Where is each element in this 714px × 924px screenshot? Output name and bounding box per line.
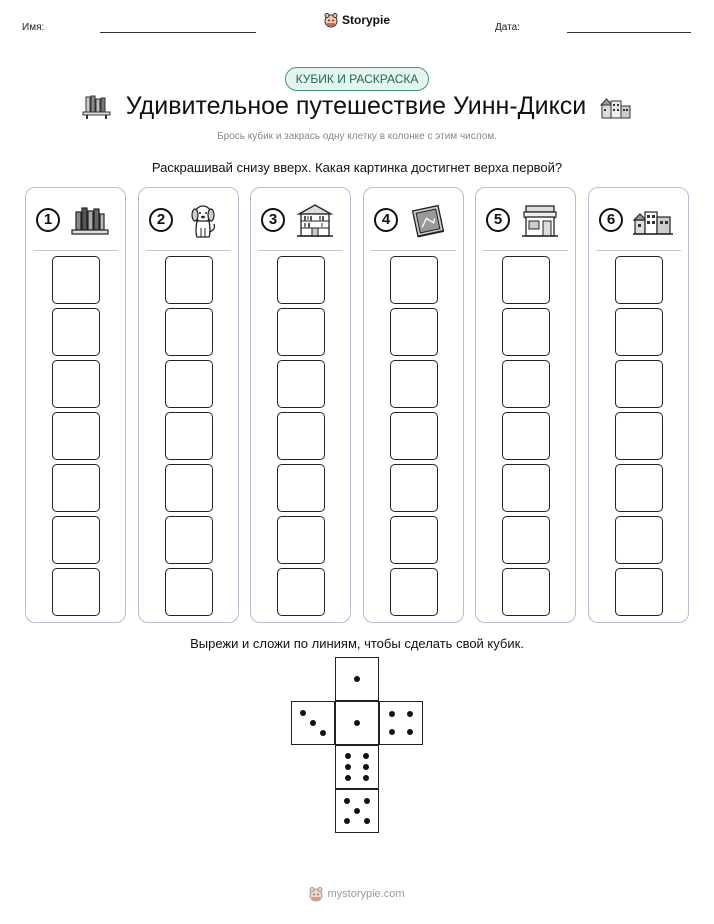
- column-number: 4: [374, 208, 398, 232]
- color-cell[interactable]: [502, 568, 550, 616]
- column-1: [25, 187, 126, 623]
- color-cell[interactable]: [165, 256, 213, 304]
- coloring-instruction: Раскрашивай снизу вверх. Какая картинка достигнет верха первой?: [151, 160, 563, 175]
- footer: [0, 886, 714, 907]
- color-cell[interactable]: [277, 412, 325, 460]
- color-cell[interactable]: [277, 464, 325, 512]
- color-cell[interactable]: [165, 360, 213, 408]
- page-title: Удивительное путешествие Уинн-Дикси: [125, 92, 587, 120]
- book-icon: [408, 202, 448, 240]
- color-cell[interactable]: [52, 256, 100, 304]
- column-4: [363, 187, 464, 623]
- column-number: 2: [149, 208, 173, 232]
- storypie-mascot-icon: [309, 886, 323, 902]
- color-cell[interactable]: [52, 308, 100, 356]
- color-cell[interactable]: [277, 308, 325, 356]
- color-cell[interactable]: [502, 464, 550, 512]
- subtitle: Брось кубик и закрась одну клетку в колонке с этим числом.: [217, 131, 497, 142]
- name-label: Имя:: [22, 22, 45, 33]
- die-face-1-center: [335, 701, 379, 745]
- die-face-5: [335, 789, 379, 833]
- color-cell[interactable]: [277, 256, 325, 304]
- color-cell[interactable]: [615, 464, 663, 512]
- town-houses-icon: [633, 202, 673, 240]
- color-cell[interactable]: [615, 412, 663, 460]
- color-cell[interactable]: [615, 568, 663, 616]
- color-cell[interactable]: [502, 256, 550, 304]
- color-cell[interactable]: [502, 412, 550, 460]
- brand-logo: [0, 12, 714, 33]
- color-cell[interactable]: [390, 516, 438, 564]
- storypie-mascot-icon: [324, 12, 338, 28]
- color-cell[interactable]: [52, 568, 100, 616]
- color-cell[interactable]: [52, 360, 100, 408]
- color-cell[interactable]: [165, 308, 213, 356]
- color-cell[interactable]: [165, 412, 213, 460]
- cut-instruction: Вырежи и сложи по линиям, чтобы сделать свой кубик.: [190, 636, 524, 651]
- color-cell[interactable]: [390, 308, 438, 356]
- color-cell[interactable]: [165, 568, 213, 616]
- die-face-6: [335, 745, 379, 789]
- town-decor-icon: [600, 95, 632, 119]
- library-building-icon: [295, 202, 335, 240]
- column-number: 5: [486, 208, 510, 232]
- activity-badge: КУБИК И РАСКРАСКА: [285, 67, 430, 91]
- color-cell[interactable]: [615, 516, 663, 564]
- column-3: [250, 187, 351, 623]
- store-front-icon: [520, 202, 560, 240]
- color-cell[interactable]: [615, 308, 663, 356]
- die-face-3: [291, 701, 335, 745]
- die-face-4: [379, 701, 423, 745]
- footer-url[interactable]: mystorypie.com: [327, 888, 405, 900]
- color-cell[interactable]: [390, 360, 438, 408]
- color-cell[interactable]: [615, 360, 663, 408]
- color-cell[interactable]: [615, 256, 663, 304]
- color-cell[interactable]: [52, 412, 100, 460]
- dog-icon: [183, 202, 223, 240]
- color-cell[interactable]: [390, 256, 438, 304]
- die-face-1: [335, 657, 379, 701]
- color-cell[interactable]: [277, 568, 325, 616]
- column-6: [588, 187, 689, 623]
- color-cell[interactable]: [390, 412, 438, 460]
- color-cell[interactable]: [52, 516, 100, 564]
- color-cell[interactable]: [502, 516, 550, 564]
- column-number: 3: [261, 208, 285, 232]
- color-cell[interactable]: [390, 464, 438, 512]
- color-cell[interactable]: [52, 464, 100, 512]
- date-label: Дата:: [495, 22, 520, 33]
- column-number: 6: [599, 208, 623, 232]
- color-cell[interactable]: [165, 464, 213, 512]
- color-cell[interactable]: [165, 516, 213, 564]
- column-2: [138, 187, 239, 623]
- color-cell[interactable]: [390, 568, 438, 616]
- color-cell[interactable]: [502, 360, 550, 408]
- brand-name: Storypie: [341, 13, 390, 27]
- column-number: 1: [36, 208, 60, 232]
- color-cell[interactable]: [502, 308, 550, 356]
- color-cell[interactable]: [277, 360, 325, 408]
- books-on-shelf-icon: [70, 202, 110, 240]
- column-5: [475, 187, 576, 623]
- color-cell[interactable]: [277, 516, 325, 564]
- bookshelf-decor-icon: [82, 94, 112, 120]
